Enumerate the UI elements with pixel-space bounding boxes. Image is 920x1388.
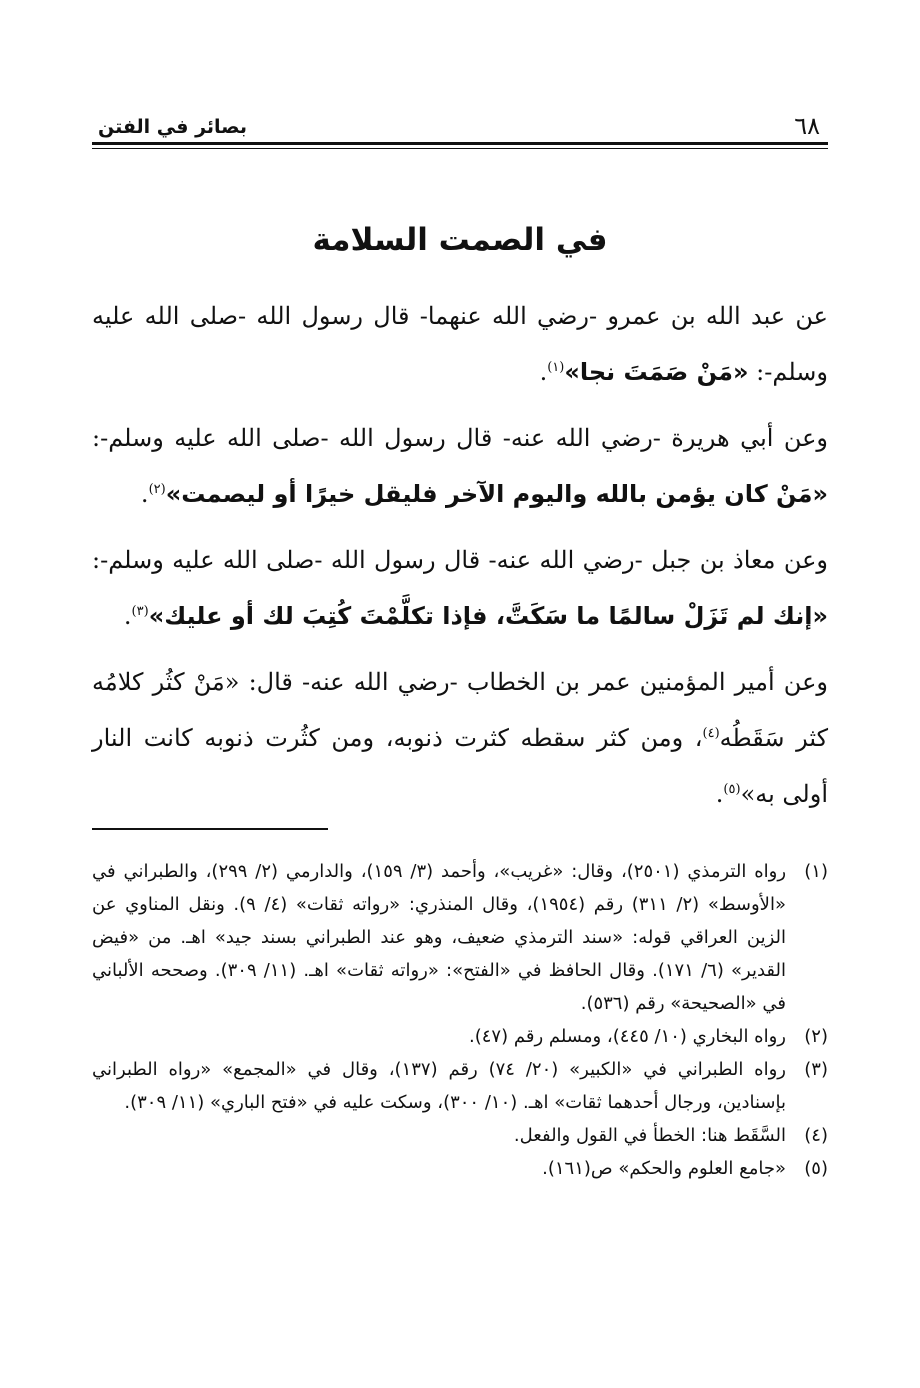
paragraph-end: . xyxy=(123,602,132,630)
running-header xyxy=(92,112,828,142)
section-title: في الصمت السلامة xyxy=(312,222,608,258)
footnote-number: (٥) xyxy=(804,1158,828,1179)
footnote-ref: (١) xyxy=(547,360,565,375)
footnote-2 xyxy=(92,1020,828,1053)
footnote-5 xyxy=(92,1152,828,1185)
paragraph-end: . xyxy=(140,480,149,508)
paragraph-intro: وعن أبي هريرة -رضي الله عنه- قال رسول الله -صلى الله عليه وسلم-: xyxy=(92,424,828,452)
footnotes xyxy=(92,855,828,1185)
footnote-ref: (٣) xyxy=(131,604,149,619)
footnote-3 xyxy=(92,1053,828,1119)
paragraph-1 xyxy=(92,290,828,398)
footnote-text: رواه البخاري (١٠/ ٤٤٥)، ومسلم رقم (٤٧). xyxy=(469,1026,786,1047)
paragraph-end: . xyxy=(715,780,724,808)
footnote-text: رواه الطبراني في «الكبير» (٢٠/ ٧٤) رقم (١٣٧)، وقال في «المجمع» «رواه الطبراني بإسنادين، ورجال أحدهما ثقات» اهـ. (١٠/ ٣٠٠)، وسكت عليه في «فتح الباري» (١١/ ٣٠٩). xyxy=(92,1059,786,1113)
paragraph-end: . xyxy=(539,358,548,386)
footnote-number: (٤) xyxy=(804,1125,828,1146)
footnote-text: رواه الترمذي (٢٥٠١)، وقال: «غريب»، وأحمد (٣/ ١٥٩)، والدارمي (٢/ ٢٩٩)، والطبراني في «الأوسط» (٢/ ٣١١) رقم (١٩٥٤)، وقال المنذري: «رواته ثقات» (٤/ ٩). ونقل المناوي عن الزين العراقي قوله: «سند الترمذي ضعيف، وهو عند الطبراني بسند جيد» اهـ. من «فيض القدير» (٦/ ١٧١). وقال الحافظ في «الفتح»: «رواته ثقات» اهـ. (١١/ ٣٠٩). وصححه الألباني في «الصحيحة» رقم (٥٣٦). xyxy=(92,861,787,1014)
footnote-separator xyxy=(92,828,328,830)
paragraph-intro: عن عبد الله بن عمرو -رضي الله عنهما- قال رسول الله -صلى الله عليه وسلم-: xyxy=(92,302,828,386)
footnote-number: (٢) xyxy=(804,1026,828,1047)
footnote-4 xyxy=(92,1119,828,1152)
page-number: ٦٨ xyxy=(794,112,820,140)
hadith-quote: «مَنْ صَمَتَ نجا» xyxy=(564,358,749,386)
header-rule-thin xyxy=(92,148,828,149)
header-rule-thick xyxy=(92,142,828,145)
footnote-number: (٣) xyxy=(804,1059,828,1080)
hadith-quote: «إنك لم تَزَلْ سالمًا ما سَكَتَّ، فإذا تكلَّمْتَ كُتِبَ لك أو عليك» xyxy=(148,602,828,630)
paragraph-3 xyxy=(92,534,828,642)
main-text xyxy=(92,290,828,834)
paragraph-intro: وعن أمير المؤمنين عمر بن الخطاب -رضي الله عنه- قال: «مَنْ كثُر كلامُه كثر سَقَطُه xyxy=(92,668,829,752)
footnote-number: (١) xyxy=(804,861,828,882)
footnote-ref: (٥) xyxy=(723,782,741,797)
footnote-ref: (٢) xyxy=(148,482,166,497)
paragraph-4 xyxy=(92,656,828,820)
footnote-text: السَّقَط هنا: الخطأ في القول والفعل. xyxy=(513,1125,786,1146)
paragraph-rest: ، ومن كثر سقطه كثرت ذنوبه، ومن كثُرت ذنوبه كانت النار أولى به» xyxy=(92,724,828,808)
paragraph-intro: وعن معاذ بن جبل -رضي الله عنه- قال رسول الله -صلى الله عليه وسلم-: xyxy=(92,546,828,574)
footnote-text: «جامع العلوم والحكم» ص(١٦١). xyxy=(542,1158,786,1179)
paragraph-2 xyxy=(92,412,828,520)
footnote-ref: (٤) xyxy=(702,726,720,741)
hadith-quote: «مَنْ كان يؤمن بالله واليوم الآخر فليقل خيرًا أو ليصمت» xyxy=(165,480,828,508)
book-title: بصائر في الفتن xyxy=(98,116,248,138)
footnote-1 xyxy=(92,855,828,1020)
